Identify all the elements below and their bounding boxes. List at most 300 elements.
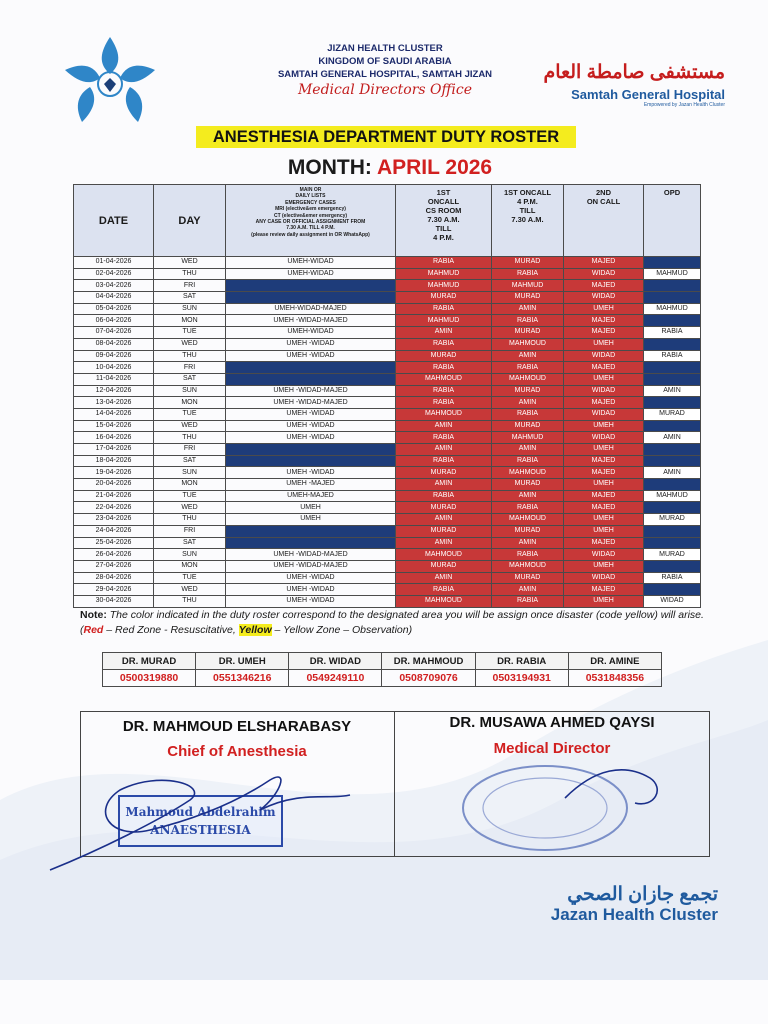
- cell-opd: [644, 362, 701, 374]
- table-row: [74, 490, 701, 502]
- cell-main: [226, 280, 396, 292]
- cell-second: MAJED: [564, 455, 644, 467]
- header-line: ANY CASE OR OFFICIAL ASSIGNMENT FROM: [255, 219, 366, 226]
- cell-first: MAHMOUD: [396, 408, 492, 420]
- col-header-opd: OPD: [644, 185, 701, 257]
- cell-first: AMIN: [396, 420, 492, 432]
- cell-main: UMEH -WIDAD-MAJED: [226, 385, 396, 397]
- table-row: [74, 292, 701, 304]
- cell-first: MAHMUD: [396, 315, 492, 327]
- cell-second: UMEH: [564, 338, 644, 350]
- cell-first: RABIA: [396, 584, 492, 596]
- table-row: [74, 338, 701, 350]
- header-line: ON CALL: [586, 197, 621, 206]
- cell-main: UMEH-WIDAD: [226, 257, 396, 269]
- note-mid: – Red Zone - Resuscitative,: [103, 624, 239, 636]
- header-line: 4 P.M.: [433, 233, 454, 242]
- cell-first: MURAD: [396, 292, 492, 304]
- cell-first4: RABIA: [492, 362, 564, 374]
- cell-opd: [644, 584, 701, 596]
- cell-main: [226, 362, 396, 374]
- cell-date: 17-04-2026: [74, 444, 154, 456]
- cell-opd: MURAD: [644, 514, 701, 526]
- cell-opd: [644, 292, 701, 304]
- cell-first: MAHMOUD: [396, 373, 492, 385]
- cell-date: 27-04-2026: [74, 560, 154, 572]
- cell-main: UMEH-WIDAD-MAJED: [226, 303, 396, 315]
- cell-first4: MURAD: [492, 479, 564, 491]
- header-line: CS ROOM: [425, 206, 462, 215]
- cell-second: MAJED: [564, 584, 644, 596]
- cell-first: AMIN: [396, 479, 492, 491]
- month-label: MONTH:: [287, 156, 372, 179]
- cell-main: UMEH -MAJED: [226, 479, 396, 491]
- cell-first: RABIA: [396, 432, 492, 444]
- cell-opd: [644, 373, 701, 385]
- header-line: TILL: [519, 206, 536, 215]
- cell-first: MURAD: [396, 560, 492, 572]
- cell-opd: RABIA: [644, 572, 701, 584]
- table-row: [74, 327, 701, 339]
- cell-opd: [644, 455, 701, 467]
- col-header-main: [226, 185, 396, 257]
- col-header-date: DATE: [74, 185, 154, 257]
- cell-day: SUN: [154, 549, 226, 561]
- cell-day: SAT: [154, 537, 226, 549]
- header-line: MAIN OR: [299, 187, 322, 193]
- cell-first: MURAD: [396, 525, 492, 537]
- table-row: [74, 514, 701, 526]
- cell-main: UMEH -WIDAD: [226, 572, 396, 584]
- cell-opd: [644, 257, 701, 269]
- cell-first: RABIA: [396, 397, 492, 409]
- cell-opd: AMIN: [644, 467, 701, 479]
- cell-opd: [644, 502, 701, 514]
- cell-date: 15-04-2026: [74, 420, 154, 432]
- cell-date: 14-04-2026: [74, 408, 154, 420]
- cell-first: RABIA: [396, 362, 492, 374]
- header-line: (please review daily assignment in OR WhatsApp): [251, 231, 370, 238]
- cell-second: MAJED: [564, 362, 644, 374]
- cell-day: FRI: [154, 525, 226, 537]
- cell-date: 08-04-2026: [74, 338, 154, 350]
- table-row: [74, 467, 701, 479]
- cell-second: UMEH: [564, 373, 644, 385]
- table-row: [74, 537, 701, 549]
- cell-main: UMEH -WIDAD-MAJED: [226, 397, 396, 409]
- cell-second: WIDAD: [564, 408, 644, 420]
- cell-first4: MURAD: [492, 327, 564, 339]
- table-row: [74, 280, 701, 292]
- roster-note: [80, 608, 720, 638]
- header-line: 1ST ONCALL: [503, 188, 552, 197]
- cell-first: AMIN: [396, 514, 492, 526]
- table-row: [74, 408, 701, 420]
- cell-main: UMEH: [226, 502, 396, 514]
- header-line: 7.30 A.M.: [511, 215, 544, 224]
- contact-name: DR. MAHMOUD: [382, 653, 475, 670]
- month-value: APRIL 2026: [376, 156, 493, 179]
- table-row: [74, 362, 701, 374]
- cell-main: UMEH -WIDAD: [226, 408, 396, 420]
- cell-second: WIDAD: [564, 350, 644, 362]
- table-row: [74, 268, 701, 280]
- cell-second: MAJED: [564, 537, 644, 549]
- cell-first: RABIA: [396, 338, 492, 350]
- header-line: 1ST: [436, 188, 451, 197]
- cell-day: THU: [154, 268, 226, 280]
- cell-opd: AMIN: [644, 385, 701, 397]
- cell-opd: [644, 338, 701, 350]
- cell-first: RABIA: [396, 455, 492, 467]
- contact-phone: 0549249110: [289, 670, 382, 687]
- table-row: [74, 420, 701, 432]
- cell-second: MAJED: [564, 467, 644, 479]
- cell-date: 04-04-2026: [74, 292, 154, 304]
- cell-day: MON: [154, 315, 226, 327]
- col-header-first-oncall-4pm: [492, 185, 564, 257]
- cell-opd: [644, 537, 701, 549]
- hospital-subtitle: Empowered by Jazan Health Cluster: [643, 102, 725, 108]
- cell-main: UMEH -WIDAD-MAJED: [226, 549, 396, 561]
- cell-day: THU: [154, 432, 226, 444]
- cell-date: 24-04-2026: [74, 525, 154, 537]
- cell-date: 29-04-2026: [74, 584, 154, 596]
- cell-first: MAHMUD: [396, 268, 492, 280]
- note-yellow-word: Yellow: [238, 624, 272, 636]
- cell-main: UMEH -WIDAD: [226, 432, 396, 444]
- chief-role: Chief of Anesthesia: [167, 743, 307, 760]
- cell-main: UMEH-WIDAD: [226, 268, 396, 280]
- cell-day: FRI: [154, 280, 226, 292]
- director-seal: [455, 758, 675, 858]
- cell-second: UMEH: [564, 560, 644, 572]
- cell-main: UMEH -WIDAD-MAJED: [226, 315, 396, 327]
- footer-arabic: تجمع جازان الصحي: [567, 884, 718, 905]
- cell-first: MAHMUD: [396, 280, 492, 292]
- hospital-name-arabic: مستشفى صامطة العام: [543, 62, 725, 83]
- cell-opd: [644, 420, 701, 432]
- note-end: – Yellow Zone – Observation): [271, 624, 413, 636]
- cell-main: [226, 537, 396, 549]
- cell-second: MAJED: [564, 327, 644, 339]
- header-line: 4 P.M.: [517, 197, 538, 206]
- note-red-word: Red: [83, 624, 104, 636]
- cell-day: THU: [154, 595, 226, 607]
- cell-opd: RABIA: [644, 327, 701, 339]
- contact-phone: 0503194931: [475, 670, 568, 687]
- header-line: 7.30 A.M. TILL 4 P.M.: [286, 225, 335, 232]
- hospital-name-english: Samtah General Hospital: [571, 87, 725, 102]
- cluster-logo-icon: [60, 32, 160, 127]
- cell-main: UMEH -WIDAD: [226, 350, 396, 362]
- roster-title: ANESTHESIA DEPARTMENT DUTY ROSTER: [196, 126, 576, 148]
- cell-first4: RABIA: [492, 268, 564, 280]
- header-line-kingdom: KINGDOM OF SAUDI ARABIA: [318, 56, 452, 67]
- cell-main: UMEH -WIDAD: [226, 338, 396, 350]
- table-row: [74, 432, 701, 444]
- contacts-table: [102, 652, 662, 687]
- cell-day: FRI: [154, 362, 226, 374]
- table-row: [74, 560, 701, 572]
- cell-first4: RABIA: [492, 549, 564, 561]
- cell-first4: MURAD: [492, 572, 564, 584]
- cell-date: 21-04-2026: [74, 490, 154, 502]
- cell-opd: [644, 444, 701, 456]
- cell-first4: RABIA: [492, 315, 564, 327]
- table-row: [74, 315, 701, 327]
- cell-main: UMEH: [226, 514, 396, 526]
- cell-opd: MAHMUD: [644, 268, 701, 280]
- cell-second: MAJED: [564, 280, 644, 292]
- cell-date: 12-04-2026: [74, 385, 154, 397]
- cell-day: SUN: [154, 385, 226, 397]
- header-office: Medical Directors Office: [297, 82, 473, 98]
- cell-day: SUN: [154, 467, 226, 479]
- cell-second: UMEH: [564, 514, 644, 526]
- chief-name: DR. MAHMOUD ELSHARABASY: [122, 718, 352, 735]
- stamp-line-dept: ANAESTHESIA: [150, 823, 251, 837]
- cell-first4: MAHMOUD: [492, 467, 564, 479]
- table-row: [74, 549, 701, 561]
- table-row: [74, 385, 701, 397]
- table-row: [74, 350, 701, 362]
- contact-name: DR. RABIA: [475, 653, 568, 670]
- table-row: [74, 584, 701, 596]
- cell-main: [226, 444, 396, 456]
- cell-first4: MURAD: [492, 420, 564, 432]
- cell-first4: MAHMOUD: [492, 338, 564, 350]
- cell-first: MURAD: [396, 502, 492, 514]
- cell-first4: MAHMOUD: [492, 373, 564, 385]
- cell-first4: RABIA: [492, 408, 564, 420]
- contact-name: DR. AMINE: [568, 653, 661, 670]
- cell-day: WED: [154, 502, 226, 514]
- cell-second: UMEH: [564, 525, 644, 537]
- col-header-day: DAY: [154, 185, 226, 257]
- cell-day: MON: [154, 479, 226, 491]
- cell-second: MAJED: [564, 397, 644, 409]
- cell-main: UMEH-MAJED: [226, 490, 396, 502]
- cell-day: WED: [154, 584, 226, 596]
- cell-second: WIDAD: [564, 268, 644, 280]
- cell-first: RABIA: [396, 303, 492, 315]
- cell-day: TUE: [154, 490, 226, 502]
- table-row: [74, 595, 701, 607]
- cell-second: WIDAD: [564, 549, 644, 561]
- table-row: [74, 455, 701, 467]
- table-row: [74, 303, 701, 315]
- cell-opd: RABIA: [644, 350, 701, 362]
- cell-second: WIDAD: [564, 432, 644, 444]
- cell-second: UMEH: [564, 303, 644, 315]
- cell-main: UMEH -WIDAD: [226, 467, 396, 479]
- header-line: 7.30 A.M.: [427, 215, 460, 224]
- cell-main: UMEH -WIDAD: [226, 420, 396, 432]
- cell-second: UMEH: [564, 420, 644, 432]
- cell-day: THU: [154, 350, 226, 362]
- cell-second: WIDAD: [564, 385, 644, 397]
- cell-day: TUE: [154, 408, 226, 420]
- table-row: [74, 479, 701, 491]
- cell-date: 07-04-2026: [74, 327, 154, 339]
- cell-second: MAJED: [564, 490, 644, 502]
- cell-main: [226, 455, 396, 467]
- cell-first4: MURAD: [492, 292, 564, 304]
- cell-day: TUE: [154, 572, 226, 584]
- table-row: [74, 502, 701, 514]
- cell-day: WED: [154, 257, 226, 269]
- cell-day: WED: [154, 420, 226, 432]
- header-line: MRI (elective&em emergency): [275, 206, 346, 213]
- cell-opd: AMIN: [644, 432, 701, 444]
- cell-date: 13-04-2026: [74, 397, 154, 409]
- contact-phone: 0531848356: [568, 670, 661, 687]
- cell-opd: WIDAD: [644, 595, 701, 607]
- director-name: DR. MUSAWA AHMED QAYSI: [449, 714, 655, 731]
- cell-date: 11-04-2026: [74, 373, 154, 385]
- header-line-hospital: SAMTAH GENERAL HOSPITAL, SAMTAH JIZAN: [277, 69, 493, 80]
- cell-first: MAHMOUD: [396, 595, 492, 607]
- stamp-line-name: Mahmoud Abdelrahim: [125, 805, 276, 819]
- note-text: The color indicated in the duty roster correspond to the designated area you will be assign once disaster (code yellow) will arise. (: [80, 609, 704, 636]
- cell-opd: [644, 280, 701, 292]
- cell-first4: RABIA: [492, 502, 564, 514]
- cell-main: [226, 373, 396, 385]
- contact-name: DR. MURAD: [103, 653, 196, 670]
- cell-first4: RABIA: [492, 455, 564, 467]
- cell-date: 05-04-2026: [74, 303, 154, 315]
- header-line: CT (elective&emer emergency): [273, 212, 348, 219]
- cell-first4: MURAD: [492, 525, 564, 537]
- cell-first4: AMIN: [492, 537, 564, 549]
- cell-date: 28-04-2026: [74, 572, 154, 584]
- table-row: [74, 397, 701, 409]
- cell-first4: AMIN: [492, 490, 564, 502]
- cell-first4: MAHMOUD: [492, 514, 564, 526]
- cell-main: UMEH -WIDAD-MAJED: [226, 560, 396, 572]
- cell-day: TUE: [154, 327, 226, 339]
- cell-first4: MAHMUD: [492, 280, 564, 292]
- cell-date: 09-04-2026: [74, 350, 154, 362]
- cell-second: UMEH: [564, 444, 644, 456]
- cell-date: 26-04-2026: [74, 549, 154, 561]
- cell-first4: MAHMOUD: [492, 560, 564, 572]
- cell-day: THU: [154, 514, 226, 526]
- table-row: [74, 525, 701, 537]
- cell-day: WED: [154, 338, 226, 350]
- footer-english: Jazan Health Cluster: [550, 905, 718, 924]
- header-org-block: [240, 42, 530, 99]
- cell-date: 03-04-2026: [74, 280, 154, 292]
- cell-first: MURAD: [396, 350, 492, 362]
- contact-name: DR. WIDAD: [289, 653, 382, 670]
- cell-opd: MAHMUD: [644, 490, 701, 502]
- col-header-first-oncall: [396, 185, 492, 257]
- cell-first: MAHMOUD: [396, 549, 492, 561]
- cell-first: AMIN: [396, 537, 492, 549]
- cell-second: WIDAD: [564, 572, 644, 584]
- cell-first: MURAD: [396, 467, 492, 479]
- director-role: Medical Director: [493, 740, 611, 757]
- cell-date: 19-04-2026: [74, 467, 154, 479]
- cell-first: AMIN: [396, 572, 492, 584]
- cell-second: MAJED: [564, 315, 644, 327]
- cell-date: 02-04-2026: [74, 268, 154, 280]
- cell-opd: MURAD: [644, 408, 701, 420]
- cell-day: MON: [154, 397, 226, 409]
- note-label: Note:: [80, 609, 107, 621]
- cell-opd: [644, 397, 701, 409]
- cell-main: [226, 292, 396, 304]
- cell-second: UMEH: [564, 479, 644, 491]
- cell-date: 22-04-2026: [74, 502, 154, 514]
- cell-first4: AMIN: [492, 303, 564, 315]
- cell-day: FRI: [154, 444, 226, 456]
- cell-first: RABIA: [396, 385, 492, 397]
- cell-opd: [644, 525, 701, 537]
- cell-date: 06-04-2026: [74, 315, 154, 327]
- cell-main: UMEH-WIDAD: [226, 327, 396, 339]
- chief-signature-scribble: [40, 740, 370, 880]
- cell-day: SAT: [154, 455, 226, 467]
- cell-main: UMEH -WIDAD: [226, 584, 396, 596]
- cell-date: 10-04-2026: [74, 362, 154, 374]
- table-row: [74, 444, 701, 456]
- month-heading: [270, 155, 510, 181]
- header-line: 2ND: [595, 188, 611, 197]
- cell-day: SUN: [154, 303, 226, 315]
- contact-phone: 0508709076: [382, 670, 475, 687]
- table-row: [74, 373, 701, 385]
- cell-first4: MURAD: [492, 385, 564, 397]
- cell-opd: [644, 315, 701, 327]
- table-row: [74, 257, 701, 269]
- header-line-cluster: JIZAN HEALTH CLUSTER: [327, 43, 443, 54]
- cell-date: 18-04-2026: [74, 455, 154, 467]
- cell-first4: MAHMUD: [492, 432, 564, 444]
- cell-first: AMIN: [396, 444, 492, 456]
- signature-divider: [394, 711, 395, 857]
- cell-first: AMIN: [396, 327, 492, 339]
- contact-phone: 0500319880: [103, 670, 196, 687]
- cell-first: RABIA: [396, 490, 492, 502]
- header-line: TILL: [435, 224, 452, 233]
- cell-date: 23-04-2026: [74, 514, 154, 526]
- cell-date: 16-04-2026: [74, 432, 154, 444]
- header-line: ONCALL: [427, 197, 460, 206]
- cell-opd: [644, 479, 701, 491]
- table-row: [74, 572, 701, 584]
- cell-first4: AMIN: [492, 350, 564, 362]
- cell-first4: AMIN: [492, 584, 564, 596]
- cell-date: 25-04-2026: [74, 537, 154, 549]
- col-header-second-oncall: [564, 185, 644, 257]
- cell-first4: AMIN: [492, 397, 564, 409]
- cell-date: 20-04-2026: [74, 479, 154, 491]
- duty-roster-table: [73, 184, 701, 608]
- cell-opd: MURAD: [644, 549, 701, 561]
- contact-name: DR. UMEH: [196, 653, 289, 670]
- cell-first4: AMIN: [492, 444, 564, 456]
- cell-first4: RABIA: [492, 595, 564, 607]
- cell-day: MON: [154, 560, 226, 572]
- cell-opd: MAHMUD: [644, 303, 701, 315]
- cell-second: UMEH: [564, 595, 644, 607]
- cell-opd: [644, 560, 701, 572]
- cell-second: MAJED: [564, 257, 644, 269]
- cell-main: [226, 525, 396, 537]
